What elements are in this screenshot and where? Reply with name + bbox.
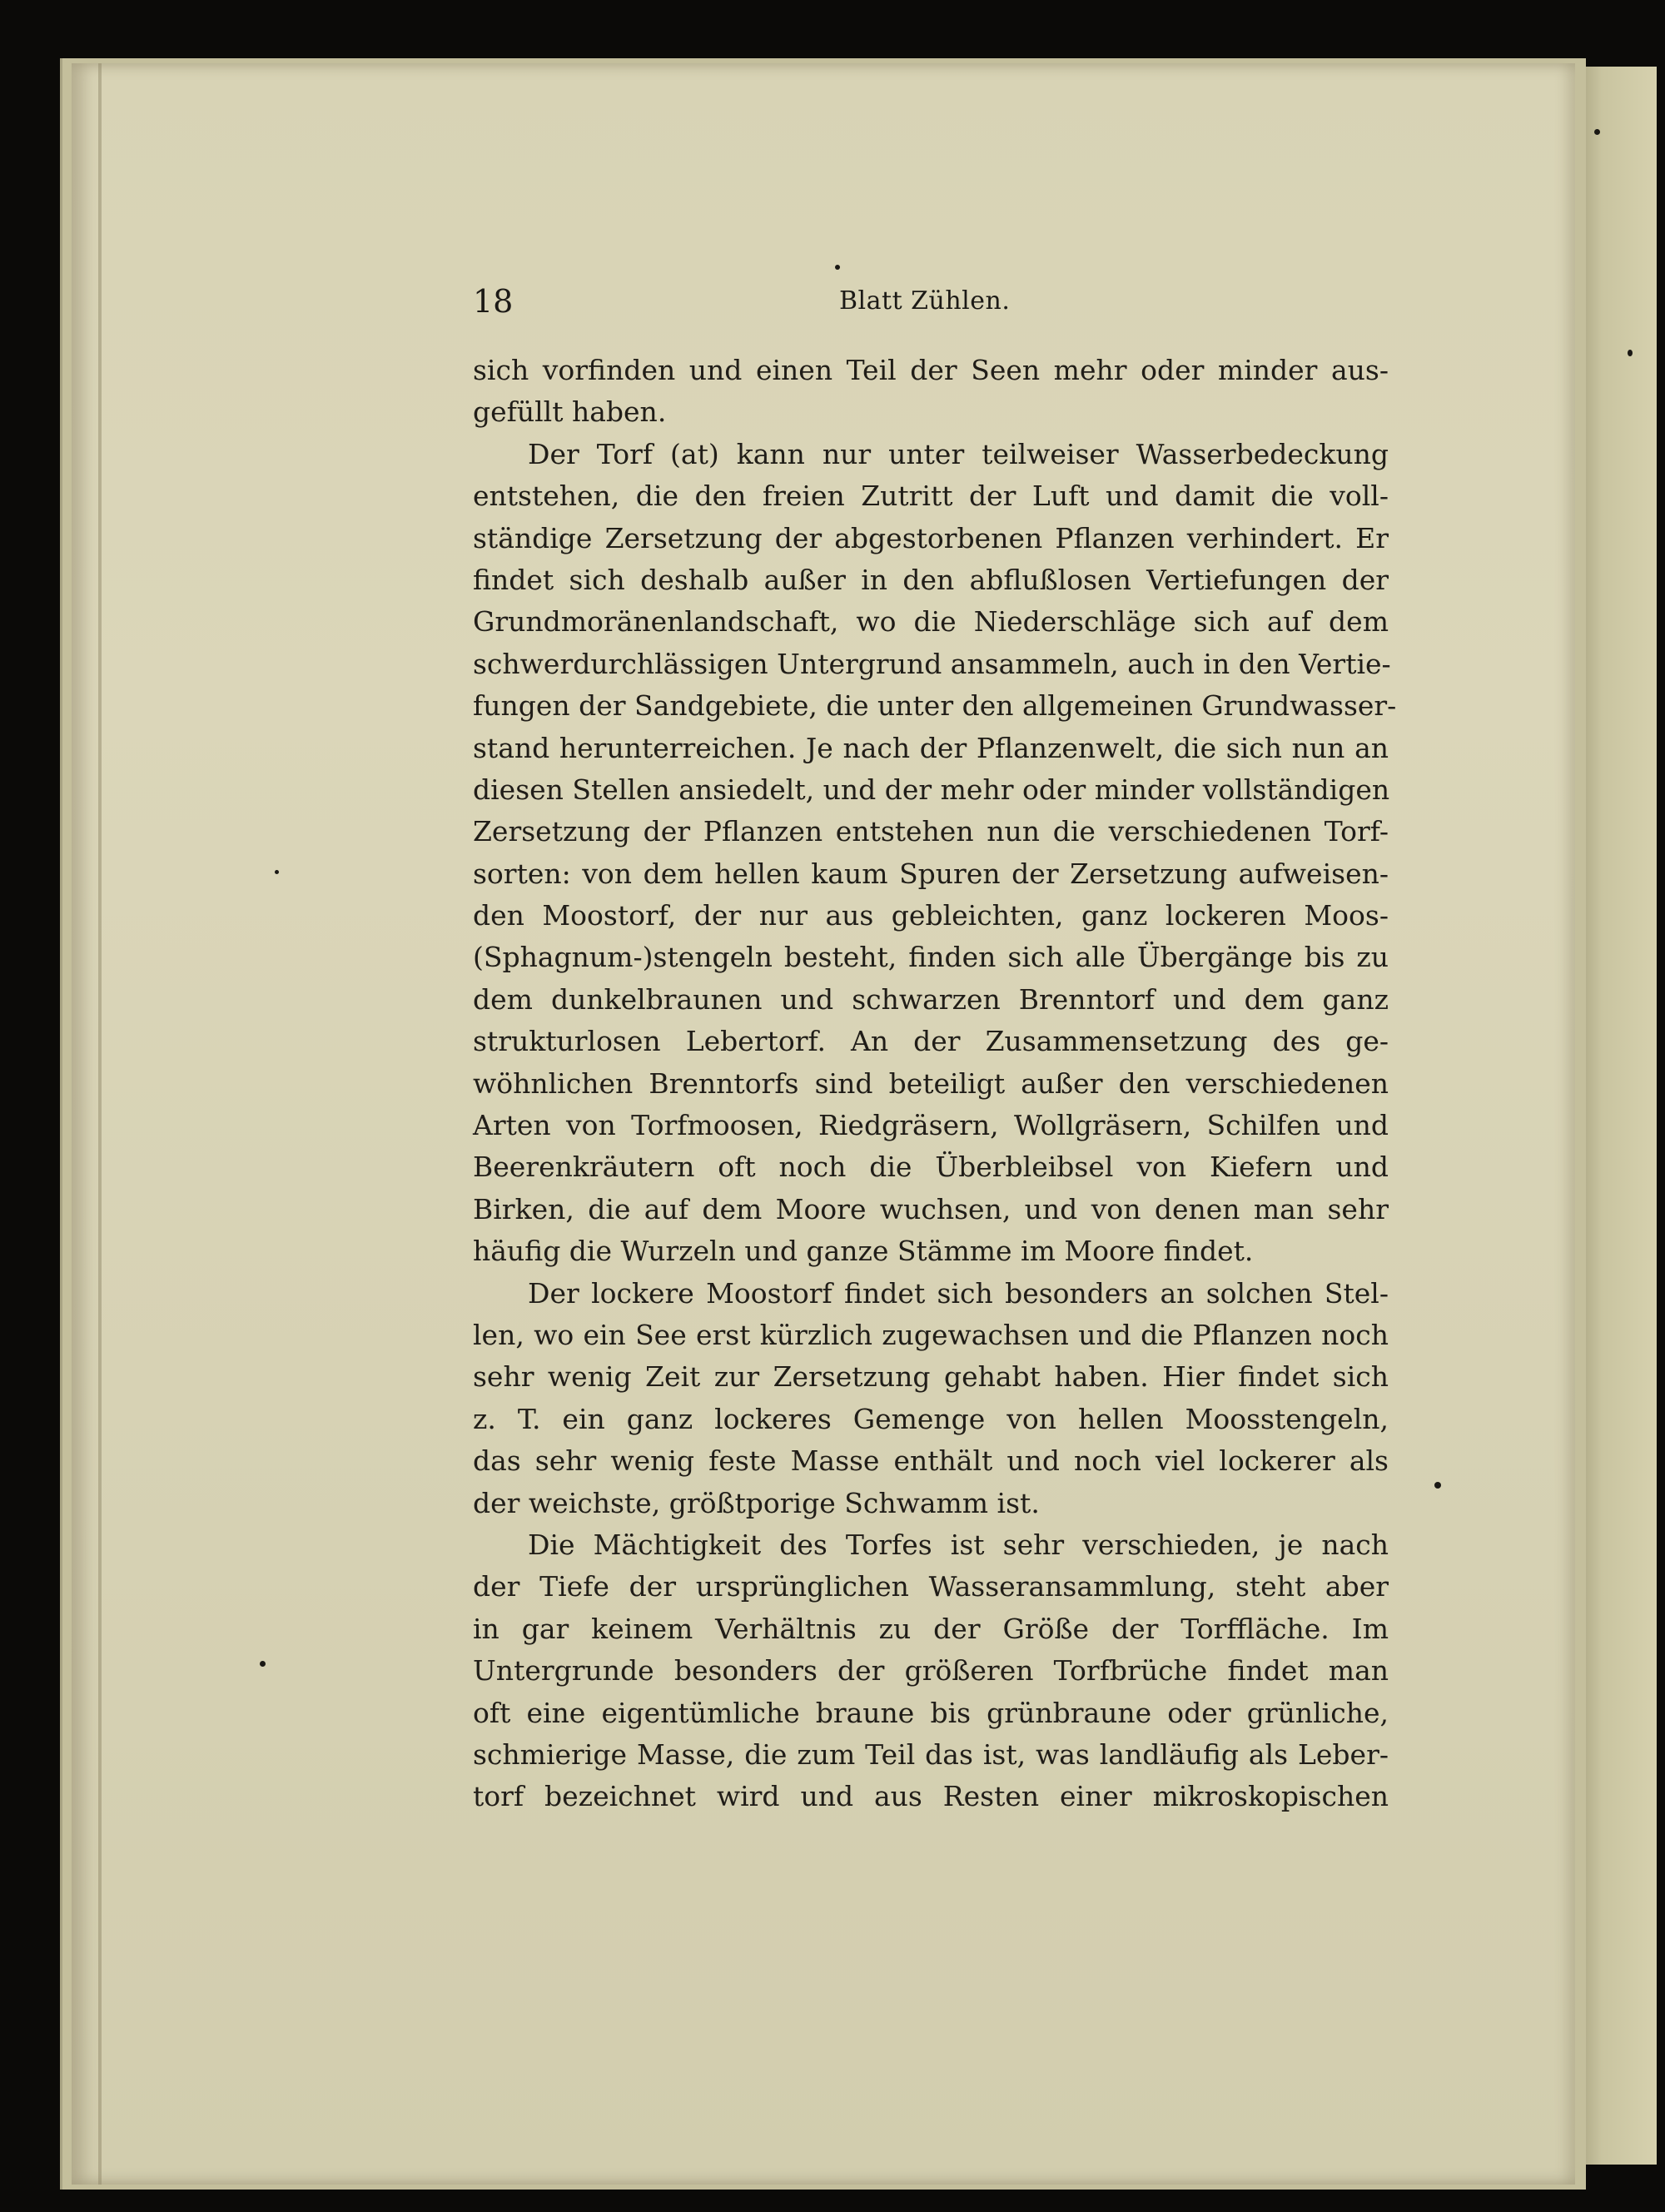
text-line: das sehr wenig feste Masse enthält und noch viel lockerer als bbox=[473, 1444, 1389, 1478]
text-line: häufig die Wurzeln und ganze Stämme im Moore findet. bbox=[473, 1235, 1254, 1268]
dust-speck bbox=[1434, 1482, 1441, 1489]
dust-speck bbox=[260, 1661, 266, 1667]
dust-speck bbox=[1594, 129, 1600, 135]
text-line: der Tiefe der ursprünglichen Wasseransammlung, steht aber bbox=[473, 1570, 1389, 1603]
running-head: Blatt Zühlen. bbox=[839, 286, 1011, 316]
text-line: Beerenkräutern oft noch die Überbleibsel von Kiefern und bbox=[473, 1151, 1389, 1184]
text-line: Der Torf (at) kann nur unter teilweiser Wasserbedeckung bbox=[528, 437, 1389, 470]
text-line: Birken, die auf dem Moore wuchsen, und von denen man sehr bbox=[473, 1192, 1389, 1225]
paragraph-1 bbox=[473, 350, 1389, 434]
text-line: (Sphagnum-)stengeln besteht, finden sich alle Übergänge bis zu bbox=[473, 941, 1389, 974]
text-line: fungen der Sandgebiete, die unter den allgemeinen Grundwasser- bbox=[473, 689, 1397, 723]
text-line: Arten von Torfmoosen, Riedgräsern, Wollgräsern, Schilfen und bbox=[473, 1109, 1389, 1142]
text-line: entstehen, die den freien Zutritt der Luft und damit die voll- bbox=[473, 480, 1389, 513]
text-line: strukturlosen Lebertorf. An der Zusammensetzung des ge- bbox=[473, 1025, 1389, 1058]
paragraph-2 bbox=[473, 434, 1397, 1273]
text-line: schmierige Masse, die zum Teil das ist, was landläufig als Leber- bbox=[473, 1737, 1389, 1771]
text-line: dem dunkelbraunen und schwarzen Brenntorf und dem ganz bbox=[473, 982, 1389, 1016]
binding-gutter bbox=[98, 63, 102, 2185]
text-line: torf bezeichnet wird und aus Resten einer mikroskopischen bbox=[473, 1780, 1389, 1813]
text-line: Der lockere Moostorf findet sich besonders an solchen Stel- bbox=[528, 1276, 1389, 1310]
page-number: 18 bbox=[473, 283, 514, 320]
text-line: Die Mächtigkeit des Torfes ist sehr verschieden, je nach bbox=[528, 1528, 1389, 1561]
paragraph-3 bbox=[473, 1273, 1389, 1524]
text-line: gefüllt haben. bbox=[473, 395, 667, 429]
text-line: sich vorfinden und einen Teil der Seen mehr oder minder aus- bbox=[473, 354, 1389, 386]
page-header bbox=[473, 283, 1389, 330]
text-line: oft eine eigentümliche braune bis grünbraune oder grünliche, bbox=[473, 1696, 1389, 1729]
dust-speck bbox=[1628, 350, 1633, 356]
text-line: Zersetzung der Pflanzen entstehen nun die verschiedenen Torf- bbox=[473, 815, 1389, 848]
text-line: sorten: von dem hellen kaum Spuren der Zersetzung aufweisen- bbox=[473, 857, 1389, 890]
text-line: Grundmoränenlandschaft, wo die Niederschläge sich auf dem bbox=[473, 605, 1389, 639]
text-line: ständige Zersetzung der abgestorbenen Pflanzen verhindert. Er bbox=[473, 521, 1389, 554]
text-line: wöhnlichen Brenntorfs sind beteiligt außer den verschiedenen bbox=[473, 1066, 1389, 1100]
dust-speck bbox=[835, 265, 840, 270]
text-line: stand herunterreichen. Je nach der Pflanzenwelt, die sich nun an bbox=[473, 731, 1389, 764]
text-line: der weichste, größtporige Schwamm ist. bbox=[473, 1486, 1040, 1519]
text-line: len, wo ein See erst kürzlich zugewachsen und die Pflanzen noch bbox=[473, 1318, 1389, 1351]
body-text bbox=[473, 350, 1397, 1818]
text-line: diesen Stellen ansiedelt, und der mehr oder minder vollständigen bbox=[473, 773, 1390, 806]
paragraph-4 bbox=[473, 1524, 1389, 1818]
dust-speck bbox=[275, 870, 279, 874]
text-line: den Moostorf, der nur aus gebleichten, ganz lockeren Moos- bbox=[473, 899, 1389, 932]
text-line: schwerdurchlässigen Untergrund ansammeln, auch in den Vertie- bbox=[473, 647, 1391, 680]
text-line: in gar keinem Verhältnis zu der Größe der Torffläche. Im bbox=[473, 1612, 1389, 1645]
text-line: z. T. ein ganz lockeres Gemenge von hellen Moosstengeln, bbox=[473, 1402, 1389, 1435]
text-line: sehr wenig Zeit zur Zersetzung gehabt haben. Hier findet sich bbox=[473, 1360, 1389, 1394]
text-line: Untergrunde besonders der größeren Torfbrüche findet man bbox=[473, 1654, 1389, 1688]
text-line: findet sich deshalb außer in den abflußlosen Vertiefungen der bbox=[473, 563, 1389, 596]
